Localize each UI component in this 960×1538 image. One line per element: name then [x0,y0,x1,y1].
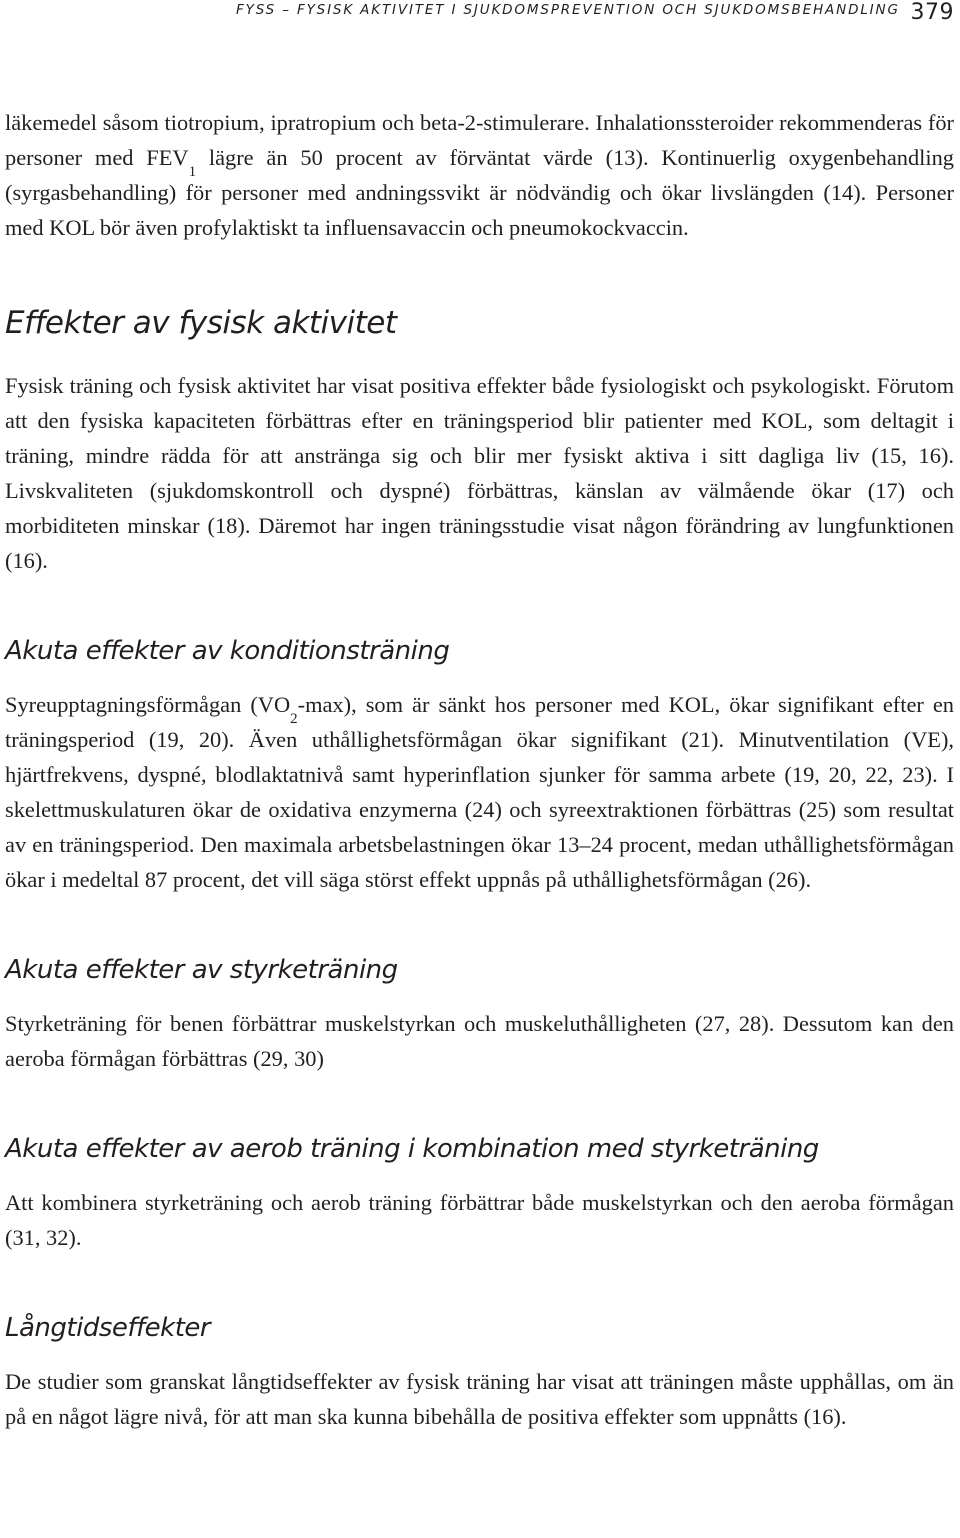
heading-kondition: Akuta effekter av konditionsträning [5,636,450,666]
langtid-paragraph: De studier som granskat långtidseffekter av fysisk träning har visat att träningen måste upphållas, om än på en något lägre nivå, för att man ska kunna bibehålla de positiva effekter som uppnåtts (16). [5,1369,954,1429]
effekter-paragraph: Fysisk träning och fysisk aktivitet har visat positiva effekter både fysiologiskt och psykologiskt. Förutom att den fysiska kapaciteten förbättras efter en träningsperiod blir patienter med KOL, som deltagit i träning, mindre rädda för att anstränga sig och blir mer fysiskt aktiva i sitt dagliga liv (15, 16). Livskvaliteten (sjukdomskontroll och dyspné) förbättras, känslan av välmående ökar (17) och morbiditeten minskar (18). Däremot har ingen träningsstudie visat någon förändring av lungfunktionen (16). [5,373,954,573]
page-number: 379 [910,0,954,25]
intro-text-part1: läkemedel såsom tiotropium, ipratropium och beta-2-stimulerare. Inhalationssteroider rekommenderas för personer med FEV [5,110,954,170]
page-body [5,105,954,1434]
kondition-text-part2: -max), som är sänkt hos personer med KOL, ökar signifikant efter en träningsperiod (19, 20). Även uthållighetsförmågan ökar signifikant (21). Minutventilation (VE), hjärtfrekvens, dyspné, blodlaktatnivå samt hyperinflation sjunker för samma arbete (19, 20, 22, 23). I skelettmuskulaturen ökar de oxidativa enzymerna (24) och syreextraktionen förbättras (25) som resultat av en träningsperiod. Den maximala arbetsbelastningen ökar 13–24 procent, medan uthållighetsförmågan ökar i medeltal 87 procent, det vill säga störst effekt uppnås på uthållighetsförmågan (26). [5,692,954,892]
vo2-subscript: 2 [290,711,298,728]
kondition-text-part1: Syreupptagningsförmågan (VO [5,692,291,717]
fev-subscript: 1 [188,164,197,181]
kombination-paragraph: Att kombinera styrketräning och aerob träning förbättrar både muskelstyrkan och den aeroba förmågan (31, 32). [5,1190,954,1250]
intro-paragraph [5,105,954,245]
kondition-paragraph [5,687,954,897]
running-title: FYSS – FYSISK AKTIVITET I SJUKDOMSPREVENTION OCH SJUKDOMSBEHANDLING [236,2,900,18]
heading-effekter: Effekter av fysisk aktivitet [5,305,397,341]
heading-styrka: Akuta effekter av styrketräning [5,955,398,985]
running-header [0,0,960,24]
styrka-paragraph: Styrketräning för benen förbättrar muskelstyrkan och muskeluthålligheten (27, 28). Dessutom kan den aeroba förmågan förbättras (29, 30) [5,1011,954,1071]
heading-kombination: Akuta effekter av aerob träning i kombination med styrketräning [5,1134,819,1164]
intro-text-part2: lägre än 50 procent av förväntat värde (13). Kontinuerlig oxygenbehandling (syrgasbehandling) för personer med andningssvikt är nödvändig och ökar livslängden (14). Personer med KOL bör även profylaktiskt ta influensavaccin och pneumokockvaccin. [5,145,954,240]
heading-langtid: Långtidseffekter [5,1313,211,1343]
